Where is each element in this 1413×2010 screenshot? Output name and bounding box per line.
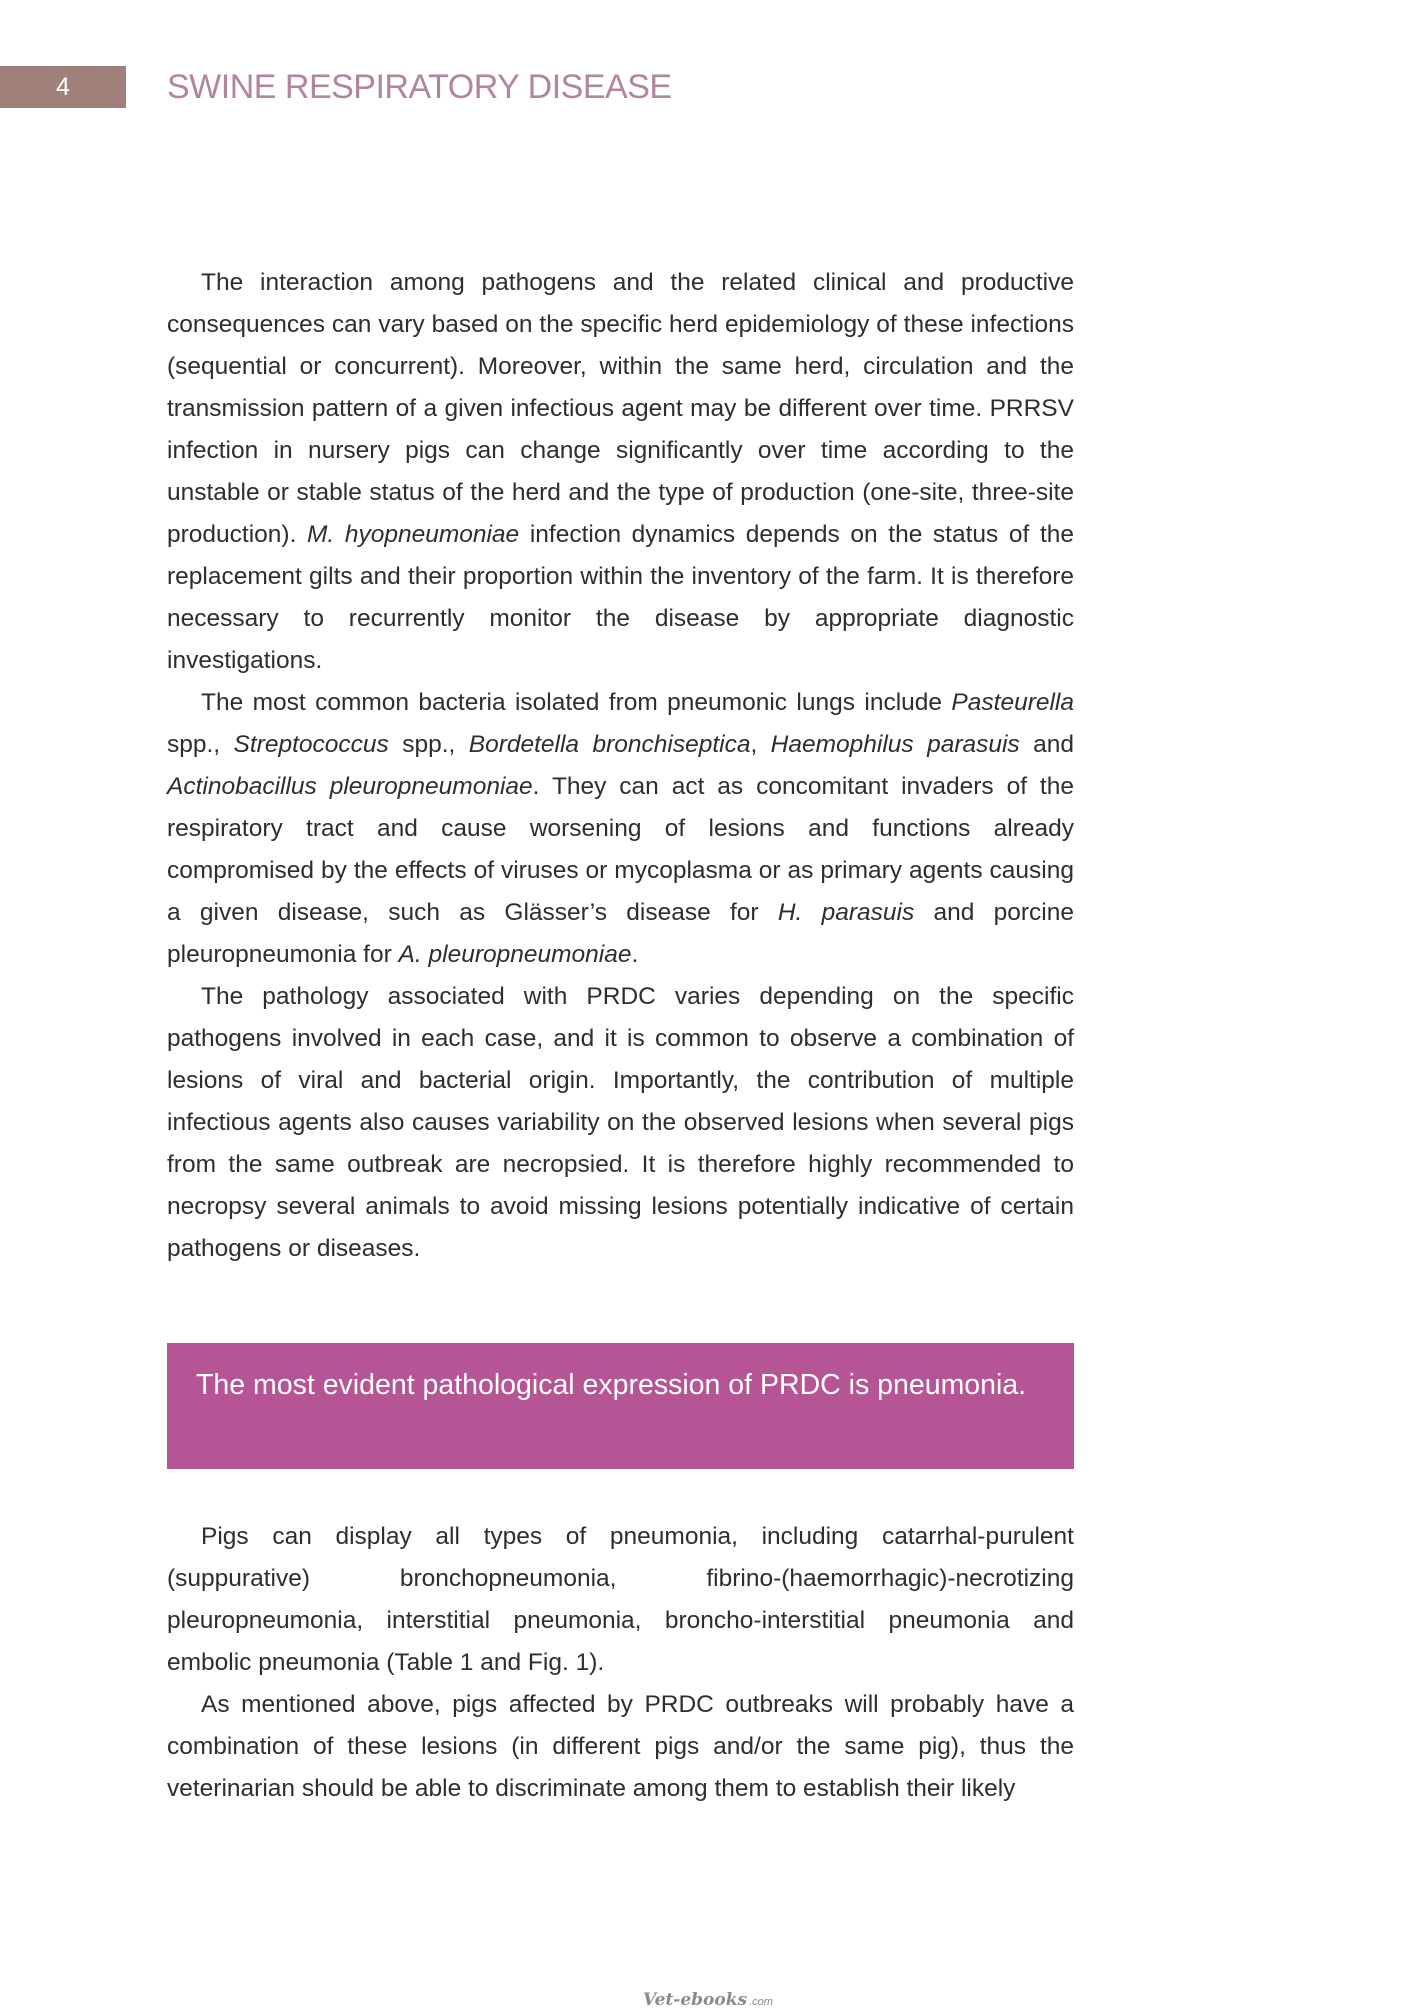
species-name: Actinobacillus pleuropneumoniae [167,773,533,800]
species-name: H. parasuis [777,899,915,926]
body-text-top [167,262,1074,1270]
species-name: Haemophilus parasuis [770,731,1020,758]
species-name: Bordetella bronchiseptica [468,731,751,758]
paragraph: The most common bacteria isolated from pneumonic lungs include Pasteurella spp., Streptococcus spp., Bordetella bronchiseptica, Haemophilus parasuis and Actinobacillus pleuropneumoniae. They can act as concomitant invaders of the respiratory tract and cause worsening of lesions and functions already compromised by the effects of viruses or mycoplasma or as primary agents causing a given disease, such as Glässer’s disease for H. parasuis and porcine pleuropneumonia for A. pleuropneumoniae. [167,689,1074,968]
paragraph: As mentioned above, pigs affected by PRDC outbreaks will probably have a combination of these lesions (in different pigs and/or the same pig), thus the veterinarian should be able to discriminate among them to establish their likely [167,1691,1074,1802]
species-name: Pasteurella [951,689,1074,716]
watermark-logo [643,1978,773,2008]
watermark-domain: .com [749,1996,773,2008]
running-head: SWINE RESPIRATORY DISEASE [167,68,672,106]
watermark-brand: Vet-ebooks [643,1990,748,2010]
callout-box [167,1343,1074,1469]
body-text-bottom [167,1516,1074,1810]
species-name: M. hyopneumoniae [307,521,520,548]
paragraph: The pathology associated with PRDC varies depending on the specific pathogens involved in each case, and it is common to observe a combination of lesions of viral and bacterial origin. Importantly, the contribution of multiple infectious agents also causes variability on the observed lesions when several pigs from the same outbreak are necropsied. It is therefore highly recommended to necropsy several animals to avoid missing lesions potentially indicative of certain pathogens or diseases. [167,983,1074,1262]
callout-text: The most evident pathological expression of PRDC is pneumonia. [196,1369,1027,1401]
species-name: A. pleuropneumoniae [398,941,632,968]
page-number: 4 [0,66,126,108]
paragraph: The interaction among pathogens and the related clinical and productive consequences can vary based on the specific herd epidemiology of these infections (sequential or concurrent). Moreover, within the same herd, circulation and the transmission pattern of a given infectious agent may be different over time. PRRSV infection in nursery pigs can change significantly over time according to the unstable or stable status of the herd and the type of production (one-site, three-site production). M. hyopneumoniae infection dynamics depends on the status of the replacement gilts and their proportion within the inventory of the farm. It is therefore necessary to recurrently monitor the disease by appropriate diagnostic investigations. [167,269,1075,674]
species-name: Streptococcus [233,731,389,758]
paragraph: Pigs can display all types of pneumonia, including catarrhal-purulent (suppurative) bronchopneumonia, fibrino-(haemorrhagic)-necrotizing pleuropneumonia, interstitial pneumonia, broncho-interstitial pneumonia and embolic pneumonia (Table 1 and Fig. 1). [167,1523,1074,1676]
